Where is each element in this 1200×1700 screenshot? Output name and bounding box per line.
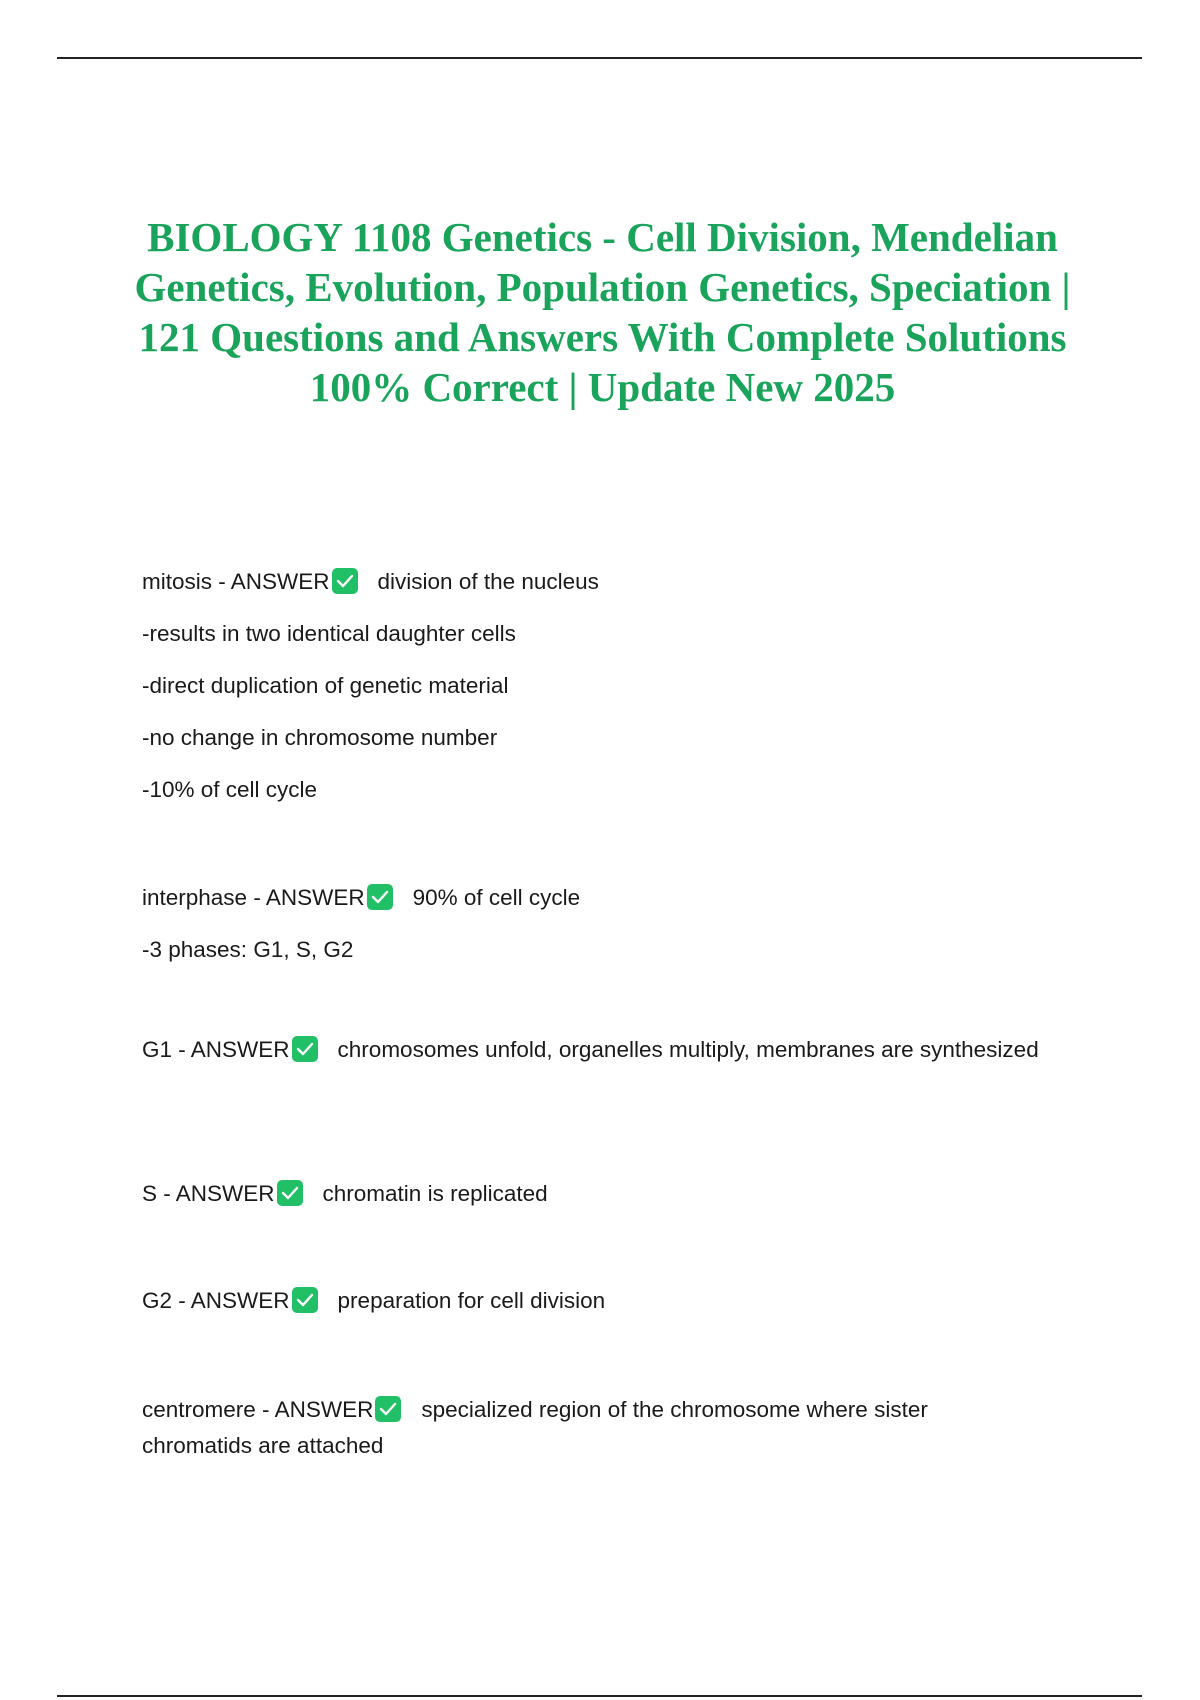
entry-heading	[142, 1032, 1042, 1068]
answer-text: chromatin is replicated	[322, 1181, 548, 1206]
answer-text: division of the nucleus	[377, 569, 599, 594]
green-check-box-icon	[292, 1036, 318, 1062]
entry-heading	[142, 1176, 548, 1212]
answer-text: specialized region of the chromosome where sister chromatids are attached	[142, 1397, 928, 1458]
detail-line: -no change in chromosome number	[142, 725, 498, 750]
answer-label: ANSWER	[175, 1181, 275, 1206]
detail-line: -direct duplication of genetic material	[142, 673, 509, 698]
qa-entry-centromere	[142, 1392, 1042, 1464]
answer-label: ANSWER	[274, 1397, 374, 1422]
detail-line: -3 phases: G1, S, G2	[142, 937, 354, 962]
term: G2 -	[142, 1288, 191, 1313]
term: S -	[142, 1181, 176, 1206]
term: G1 -	[142, 1037, 191, 1062]
term: interphase -	[142, 885, 266, 910]
term: mitosis -	[142, 569, 231, 594]
qa-entry-g2	[142, 1283, 605, 1319]
answer-text: chromosomes unfold, organelles multiply, membranes are synthesized	[337, 1037, 1039, 1062]
green-check-box-icon	[292, 1287, 318, 1313]
detail-line: -10% of cell cycle	[142, 777, 318, 802]
entry-heading	[142, 1392, 1042, 1464]
entry-heading	[142, 872, 580, 924]
term: centromere -	[142, 1397, 275, 1422]
bottom-rule	[57, 1695, 1142, 1697]
entry-heading	[142, 1283, 605, 1319]
detail-line: -results in two identical daughter cells	[142, 621, 516, 646]
document-title: BIOLOGY 1108 Genetics - Cell Division, Mendelian Genetics, Evolution, Population Genetics, Speciation | 121 Questions and Answers With Complete Solutions 100% Correct | Update New 2025	[134, 214, 1071, 410]
answer-label: ANSWER	[190, 1037, 290, 1062]
entry-heading	[142, 556, 599, 608]
answer-label: ANSWER	[265, 885, 365, 910]
green-check-box-icon	[375, 1396, 401, 1422]
qa-entry-g1	[142, 1032, 1042, 1068]
answer-label: ANSWER	[230, 569, 330, 594]
top-rule	[57, 57, 1142, 59]
answer-text: 90% of cell cycle	[412, 885, 581, 910]
green-check-box-icon	[332, 568, 358, 594]
green-check-box-icon	[277, 1180, 303, 1206]
green-check-box-icon	[367, 884, 393, 910]
qa-entry-interphase	[142, 872, 580, 976]
qa-entry-mitosis	[142, 556, 599, 816]
answer-label: ANSWER	[190, 1288, 290, 1313]
qa-entry-s	[142, 1176, 548, 1212]
answer-text: preparation for cell division	[337, 1288, 606, 1313]
